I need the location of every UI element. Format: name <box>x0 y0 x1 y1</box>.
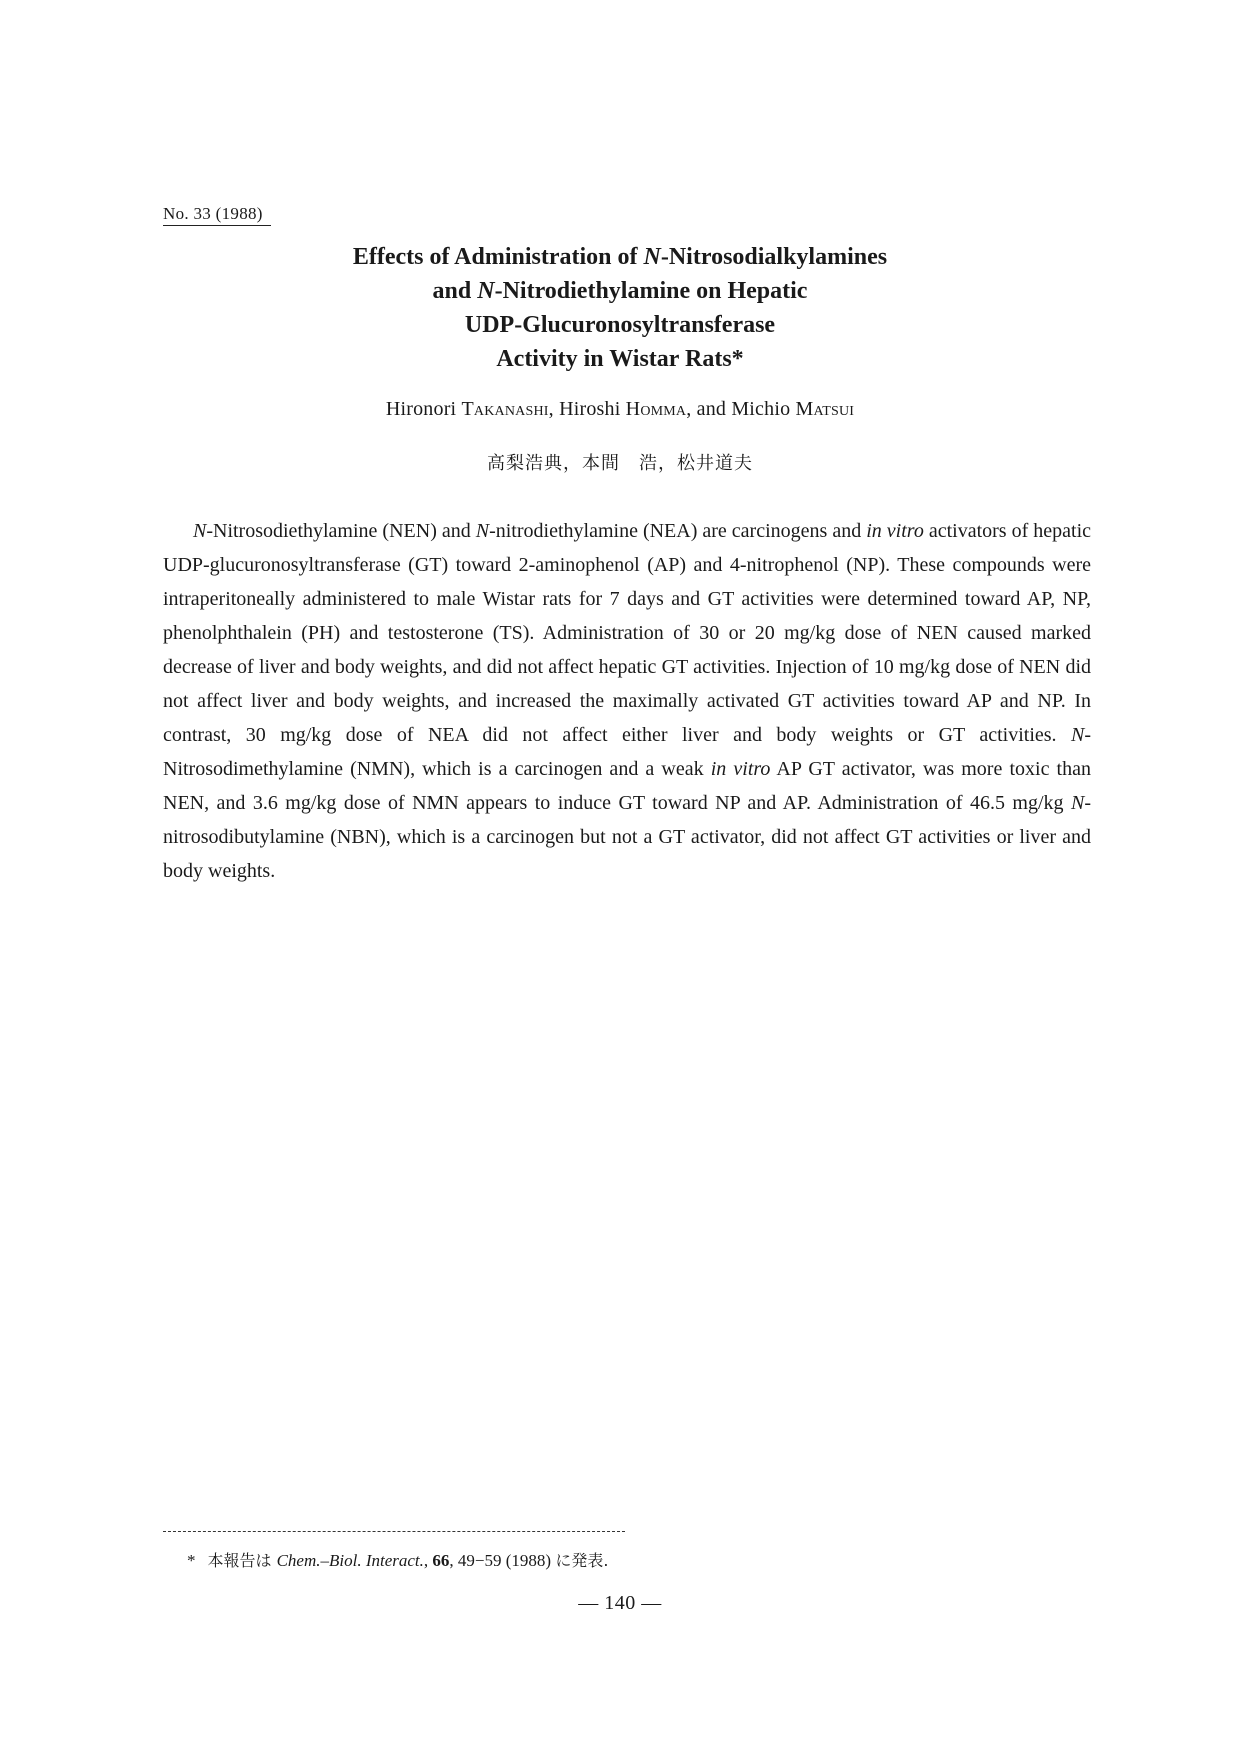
paper-title <box>0 240 1240 376</box>
footnote-volume: 66 <box>432 1551 450 1570</box>
author-3-family: Matsui <box>795 398 855 420</box>
footnote: * 本報告は Chem.–Biol. Interact., 66, 49−59 (1988) に発表. <box>187 1551 609 1570</box>
author-3-given: Michio <box>731 398 796 420</box>
author-list: Hironori Takanashi, Hiroshi Homma, and Michio Matsui <box>385 398 855 420</box>
title-line-2: and N-Nitrodiethylamine on Hepatic <box>432 278 808 304</box>
abstract-paragraph: N-Nitrosodiethylamine (NEN) and N-nitrodiethylamine (NEA) are carcinogens and in vitro activators of hepatic UDP-glucuronosyltransferase (GT) toward 2-aminophenol (AP) and 4-nitrophenol (NP). These compounds were intraperitoneally administered to male Wistar rats for 7 days and GT activities were determined toward AP, NP, phenolphthalein (PH) and testosterone (TS). Administration of 30 or 20 mg/kg dose of NEN caused marked decrease of liver and body weights, and did not affect hepatic GT activities. Injection of 10 mg/kg dose of NEN did not affect liver and body weights, and increased the maximally activated GT activities toward AP and NP. In contrast, 30 mg/kg dose of NEA did not affect either liver and body weights or GT activities. N-Nitrosodimethylamine (NMN), which is a carcinogen and a weak in vitro AP GT activator, was more toxic than NEN, and 3.6 mg/kg dose of NMN appears to induce GT toward NP and AP. Administration of 46.5 mg/kg N-nitrosodibutylamine (NBN), which is a carcinogen but not a GT activator, did not affect GT activities or liver and body weights. <box>163 520 1092 882</box>
footnote-mark: * <box>187 1551 196 1570</box>
title-line-1: Effects of Administration of N-Nitrosodialkylamines <box>352 244 888 270</box>
author-2-given: Hiroshi <box>559 398 626 420</box>
page-number: — 140 — <box>578 1592 662 1614</box>
title-line-3: UDP-Glucuronosyltransferase <box>464 312 776 338</box>
author-2-family: Homma <box>625 398 687 420</box>
author-1-given: Hironori <box>385 398 462 420</box>
footnote-divider <box>163 1531 625 1532</box>
issue-label: No. 33 (1988) <box>163 204 271 226</box>
title-line-4: Activity in Wistar Rats* <box>496 346 744 372</box>
author-list-japanese: 高梨浩典，本間 浩，松井道夫 <box>487 453 753 474</box>
footnote-journal: Chem.–Biol. Interact. <box>276 1551 424 1570</box>
author-1-family: Takanashi <box>461 398 549 420</box>
